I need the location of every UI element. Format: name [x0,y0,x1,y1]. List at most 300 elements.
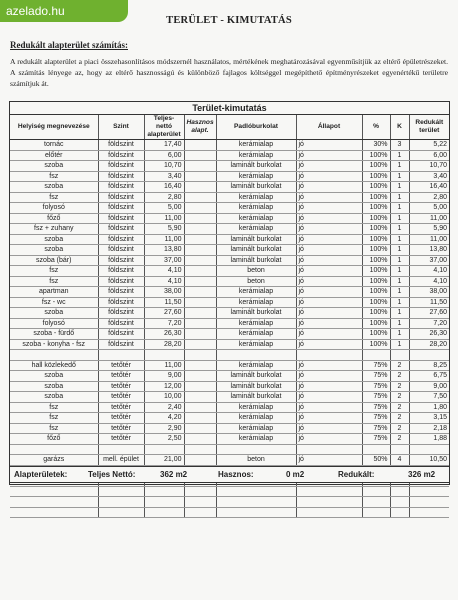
cell-condition: jó [296,413,362,424]
cell-room: fsz [10,402,98,413]
cell-flooring: laminált burkolat [216,381,296,392]
table-row [10,255,449,266]
cell-k: 2 [390,392,409,403]
intro-paragraph: A redukált alapterület a piaci összehasonlításos módszernél használatos, mértékének meghatározásával egyenműsítjük az eltérő épületrészeket. A számítás lényege az, hogy az eltérő hasznosságú és különböző fajlagos költséggel megépíthető építményrészeket egyenértékű területre számítjuk át. [10,57,448,88]
cell-level: földszint [98,150,144,161]
cell-useful-area [184,434,216,445]
cell-useful-area [184,234,216,245]
summary-useful-label: Hasznos: [218,470,254,479]
cell-useful-area [184,423,216,434]
cell-k: 1 [390,192,409,203]
cell-flooring: laminált burkolat [216,392,296,403]
cell-useful-area [184,203,216,214]
table-row [10,266,449,277]
cell-net-area: 38,00 [144,287,184,298]
cell-net-area: 11,00 [144,234,184,245]
cell-k [390,497,409,508]
cell-flooring: kerámialap [216,150,296,161]
cell-useful-area [184,161,216,172]
cell-useful-area [184,402,216,413]
cell-useful-area [184,276,216,287]
cell-condition: jó [296,234,362,245]
table-row [10,402,449,413]
cell-reduced-area: 10,70 [409,161,449,172]
cell-level: földszint [98,171,144,182]
cell-room: szoba [10,308,98,319]
cell-useful-area [184,150,216,161]
cell-level: földszint [98,308,144,319]
cell-condition [296,507,362,518]
cell-net-area: 5,00 [144,203,184,214]
cell-percent: 75% [362,392,390,403]
cell-net-area [144,486,184,497]
cell-flooring: laminált burkolat [216,182,296,193]
cell-k [390,486,409,497]
cell-k: 1 [390,287,409,298]
cell-percent: 100% [362,245,390,256]
cell-room: garázs [10,455,98,466]
table-body [10,140,449,518]
cell-reduced-area: 26,30 [409,329,449,340]
cell-flooring: kerámialap [216,318,296,329]
cell-level: földszint [98,245,144,256]
cell-percent: 100% [362,171,390,182]
cell-net-area: 11,00 [144,213,184,224]
cell-net-area: 6,00 [144,150,184,161]
table-row [10,434,449,445]
cell-net-area: 4,10 [144,276,184,287]
cell-percent: 100% [362,339,390,350]
cell-percent [362,507,390,518]
cell-reduced-area: 38,00 [409,287,449,298]
cell-condition: jó [296,455,362,466]
cell-flooring: beton [216,276,296,287]
cell-k: 1 [390,329,409,340]
cell-room: szoba [10,371,98,382]
cell-condition: jó [296,213,362,224]
cell-level: földszint [98,318,144,329]
cell-level: mell. épület [98,455,144,466]
cell-net-area: 11,50 [144,297,184,308]
cell-level: földszint [98,255,144,266]
cell-condition: jó [296,392,362,403]
cell-flooring: kerámialap [216,423,296,434]
cell-reduced-area: 5,22 [409,140,449,151]
table-row [10,318,449,329]
cell-percent: 100% [362,150,390,161]
table-row [10,486,449,497]
cell-condition: jó [296,203,362,214]
cell-flooring [216,497,296,508]
cell-room: fsz [10,423,98,434]
table-row [10,455,449,466]
cell-room: fsz + zuhany [10,224,98,235]
cell-reduced-area: 1,88 [409,434,449,445]
cell-percent: 100% [362,213,390,224]
cell-useful-area [184,339,216,350]
cell-reduced-area [409,350,449,361]
cell-flooring: kerámialap [216,203,296,214]
cell-reduced-area: 3,15 [409,413,449,424]
cell-condition: jó [296,182,362,193]
cell-reduced-area: 6,75 [409,371,449,382]
cell-flooring [216,507,296,518]
cell-k: 2 [390,402,409,413]
cell-condition: jó [296,308,362,319]
cell-level: tetőtér [98,392,144,403]
cell-net-area [144,497,184,508]
cell-k: 1 [390,213,409,224]
table-row [10,140,449,151]
table-row [10,297,449,308]
cell-useful-area [184,318,216,329]
cell-flooring: laminált burkolat [216,161,296,172]
summary-reduced-value: 326 m2 [408,470,436,479]
cell-reduced-area: 5,00 [409,203,449,214]
table-row [10,413,449,424]
table-row [10,350,449,361]
cell-reduced-area: 3,40 [409,171,449,182]
table-row [10,507,449,518]
table-row [10,171,449,182]
cell-percent: 100% [362,192,390,203]
cell-flooring: kerámialap [216,171,296,182]
cell-reduced-area: 13,80 [409,245,449,256]
cell-condition: jó [296,360,362,371]
cell-k: 2 [390,360,409,371]
cell-flooring: kerámialap [216,360,296,371]
cell-flooring: kerámialap [216,192,296,203]
cell-flooring: kerámialap [216,329,296,340]
cell-level: földszint [98,329,144,340]
cell-level: földszint [98,213,144,224]
cell-condition: jó [296,161,362,172]
area-table-sheet [9,101,450,485]
cell-condition: jó [296,287,362,298]
cell-useful-area [184,255,216,266]
cell-room: fsz - wc [10,297,98,308]
cell-room: szoba [10,245,98,256]
cell-flooring: kerámialap [216,339,296,350]
cell-flooring: laminált burkolat [216,308,296,319]
table-row [10,245,449,256]
cell-percent: 100% [362,329,390,340]
cell-k: 1 [390,318,409,329]
table-row [10,308,449,319]
cell-useful-area [184,360,216,371]
cell-net-area: 2,40 [144,402,184,413]
cell-percent: 100% [362,297,390,308]
cell-reduced-area: 7,50 [409,392,449,403]
cell-condition [296,497,362,508]
cell-room: fsz [10,171,98,182]
cell-condition: jó [296,381,362,392]
cell-useful-area [184,140,216,151]
cell-k: 2 [390,423,409,434]
cell-condition: jó [296,255,362,266]
cell-net-area: 13,80 [144,245,184,256]
cell-flooring: kerámialap [216,287,296,298]
cell-room [10,486,98,497]
cell-k [390,444,409,455]
cell-room: fsz [10,266,98,277]
cell-net-area [144,350,184,361]
table-row [10,392,449,403]
cell-useful-area [184,381,216,392]
cell-room: fsz [10,192,98,203]
cell-level: tetőtér [98,413,144,424]
header-net-area: Teljes-nettó alapterület [144,115,184,140]
cell-condition: jó [296,245,362,256]
cell-room [10,497,98,508]
cell-k: 1 [390,161,409,172]
cell-reduced-area: 10,50 [409,455,449,466]
cell-level: földszint [98,182,144,193]
cell-k: 1 [390,266,409,277]
cell-k [390,350,409,361]
summary-label: Alapterületek: [14,470,68,479]
cell-reduced-area: 11,00 [409,213,449,224]
cell-room: hall közlekedő [10,360,98,371]
cell-percent: 100% [362,182,390,193]
cell-flooring: laminált burkolat [216,255,296,266]
cell-k: 1 [390,203,409,214]
cell-room [10,444,98,455]
header-flooring: Padlóburkolat [216,115,296,140]
cell-useful-area [184,329,216,340]
cell-useful-area [184,455,216,466]
cell-reduced-area [409,507,449,518]
cell-percent: 100% [362,318,390,329]
cell-room [10,350,98,361]
cell-level: tetőtér [98,402,144,413]
cell-flooring [216,350,296,361]
cell-level: földszint [98,266,144,277]
cell-useful-area [184,371,216,382]
cell-percent: 100% [362,276,390,287]
cell-net-area: 28,20 [144,339,184,350]
cell-level: földszint [98,287,144,298]
cell-flooring: laminált burkolat [216,371,296,382]
cell-condition: jó [296,423,362,434]
cell-level: tetőtér [98,434,144,445]
cell-room: szoba - konyha - fsz [10,339,98,350]
cell-condition [296,444,362,455]
summary-useful-value: 0 m2 [286,470,305,479]
table-header-row [10,115,449,140]
cell-room: szoba (bár) [10,255,98,266]
cell-level: tetőtér [98,423,144,434]
cell-k: 1 [390,245,409,256]
table-title: Terület-kimutatás [10,102,449,115]
summary-reduced-label: Redukált: [338,470,375,479]
cell-k: 2 [390,371,409,382]
table-row [10,339,449,350]
cell-net-area: 11,00 [144,360,184,371]
cell-level: földszint [98,276,144,287]
cell-condition: jó [296,329,362,340]
cell-level: tetőtér [98,360,144,371]
cell-level: földszint [98,224,144,235]
cell-level [98,350,144,361]
table-row [10,150,449,161]
cell-room: folyosó [10,203,98,214]
cell-room: főző [10,434,98,445]
cell-net-area [144,444,184,455]
cell-level [98,486,144,497]
header-condition: Állapot [296,115,362,140]
table-row [10,192,449,203]
cell-useful-area [184,266,216,277]
cell-level [98,444,144,455]
cell-reduced-area: 7,20 [409,318,449,329]
cell-net-area: 4,10 [144,266,184,277]
cell-net-area: 21,00 [144,455,184,466]
cell-useful-area [184,507,216,518]
cell-flooring: laminált burkolat [216,234,296,245]
cell-k: 1 [390,234,409,245]
cell-room [10,507,98,518]
cell-useful-area [184,444,216,455]
cell-net-area [144,507,184,518]
cell-useful-area [184,486,216,497]
table-row [10,161,449,172]
cell-useful-area [184,350,216,361]
cell-useful-area [184,245,216,256]
cell-room: előtér [10,150,98,161]
cell-percent: 30% [362,140,390,151]
cell-percent [362,486,390,497]
cell-flooring: kerámialap [216,140,296,151]
cell-k: 2 [390,413,409,424]
header-k: K [390,115,409,140]
cell-percent: 75% [362,381,390,392]
cell-percent: 100% [362,308,390,319]
cell-room: szoba [10,392,98,403]
cell-condition: jó [296,371,362,382]
table-row [10,371,449,382]
cell-reduced-area [409,486,449,497]
cell-net-area: 37,00 [144,255,184,266]
table-row [10,224,449,235]
cell-room: folyosó [10,318,98,329]
cell-level: földszint [98,203,144,214]
cell-k: 1 [390,182,409,193]
cell-net-area: 5,90 [144,224,184,235]
header-percent: % [362,115,390,140]
table-row [10,234,449,245]
cell-percent: 100% [362,255,390,266]
cell-net-area: 17,40 [144,140,184,151]
cell-percent: 75% [362,423,390,434]
cell-room: szoba - fürdő [10,329,98,340]
cell-level: földszint [98,234,144,245]
cell-percent: 100% [362,224,390,235]
cell-level: földszint [98,140,144,151]
table-row [10,329,449,340]
cell-level: földszint [98,297,144,308]
cell-percent: 75% [362,434,390,445]
cell-room: fsz [10,276,98,287]
section-title: Redukált alapterület számítás: [10,40,128,50]
cell-room: tornác [10,140,98,151]
table-row [10,360,449,371]
cell-k [390,507,409,518]
cell-condition: jó [296,171,362,182]
cell-percent [362,350,390,361]
cell-percent: 75% [362,371,390,382]
cell-net-area: 3,40 [144,171,184,182]
cell-flooring [216,486,296,497]
summary-net-value: 362 m2 [160,470,188,479]
cell-level [98,497,144,508]
cell-percent: 75% [362,402,390,413]
cell-condition [296,350,362,361]
cell-reduced-area: 11,00 [409,234,449,245]
cell-k: 4 [390,455,409,466]
cell-condition: jó [296,339,362,350]
cell-k: 1 [390,255,409,266]
cell-level: földszint [98,161,144,172]
area-table [10,115,449,518]
cell-net-area: 26,30 [144,329,184,340]
cell-condition [296,486,362,497]
cell-net-area: 2,80 [144,192,184,203]
header-room: Helyiség megnevezése [10,115,98,140]
cell-room: fsz [10,413,98,424]
cell-reduced-area: 2,18 [409,423,449,434]
cell-percent: 100% [362,287,390,298]
cell-condition: jó [296,318,362,329]
cell-flooring: kerámialap [216,297,296,308]
cell-reduced-area [409,497,449,508]
cell-reduced-area: 9,00 [409,381,449,392]
cell-condition: jó [296,192,362,203]
cell-room: szoba [10,234,98,245]
header-level: Szint [98,115,144,140]
watermark-logo: azelado.hu [0,0,128,22]
cell-reduced-area: 4,10 [409,276,449,287]
cell-percent: 100% [362,234,390,245]
cell-reduced-area: 1,80 [409,402,449,413]
cell-reduced-area: 2,80 [409,192,449,203]
cell-k: 2 [390,434,409,445]
cell-useful-area [184,213,216,224]
cell-net-area: 27,60 [144,308,184,319]
cell-k: 2 [390,381,409,392]
cell-reduced-area [409,444,449,455]
cell-k: 1 [390,308,409,319]
cell-condition: jó [296,276,362,287]
table-row [10,182,449,193]
cell-room: apartman [10,287,98,298]
cell-reduced-area: 4,10 [409,266,449,277]
cell-useful-area [184,308,216,319]
cell-net-area: 4,20 [144,413,184,424]
cell-k: 3 [390,140,409,151]
header-reduced-area: Redukált terület [409,115,449,140]
cell-room: szoba [10,381,98,392]
table-row [10,423,449,434]
cell-level: tetőtér [98,381,144,392]
cell-net-area: 2,90 [144,423,184,434]
cell-room: főző [10,213,98,224]
cell-condition: jó [296,266,362,277]
cell-condition: jó [296,140,362,151]
cell-level: földszint [98,192,144,203]
summary-net-label: Teljes Nettó: [88,470,136,479]
cell-useful-area [184,413,216,424]
